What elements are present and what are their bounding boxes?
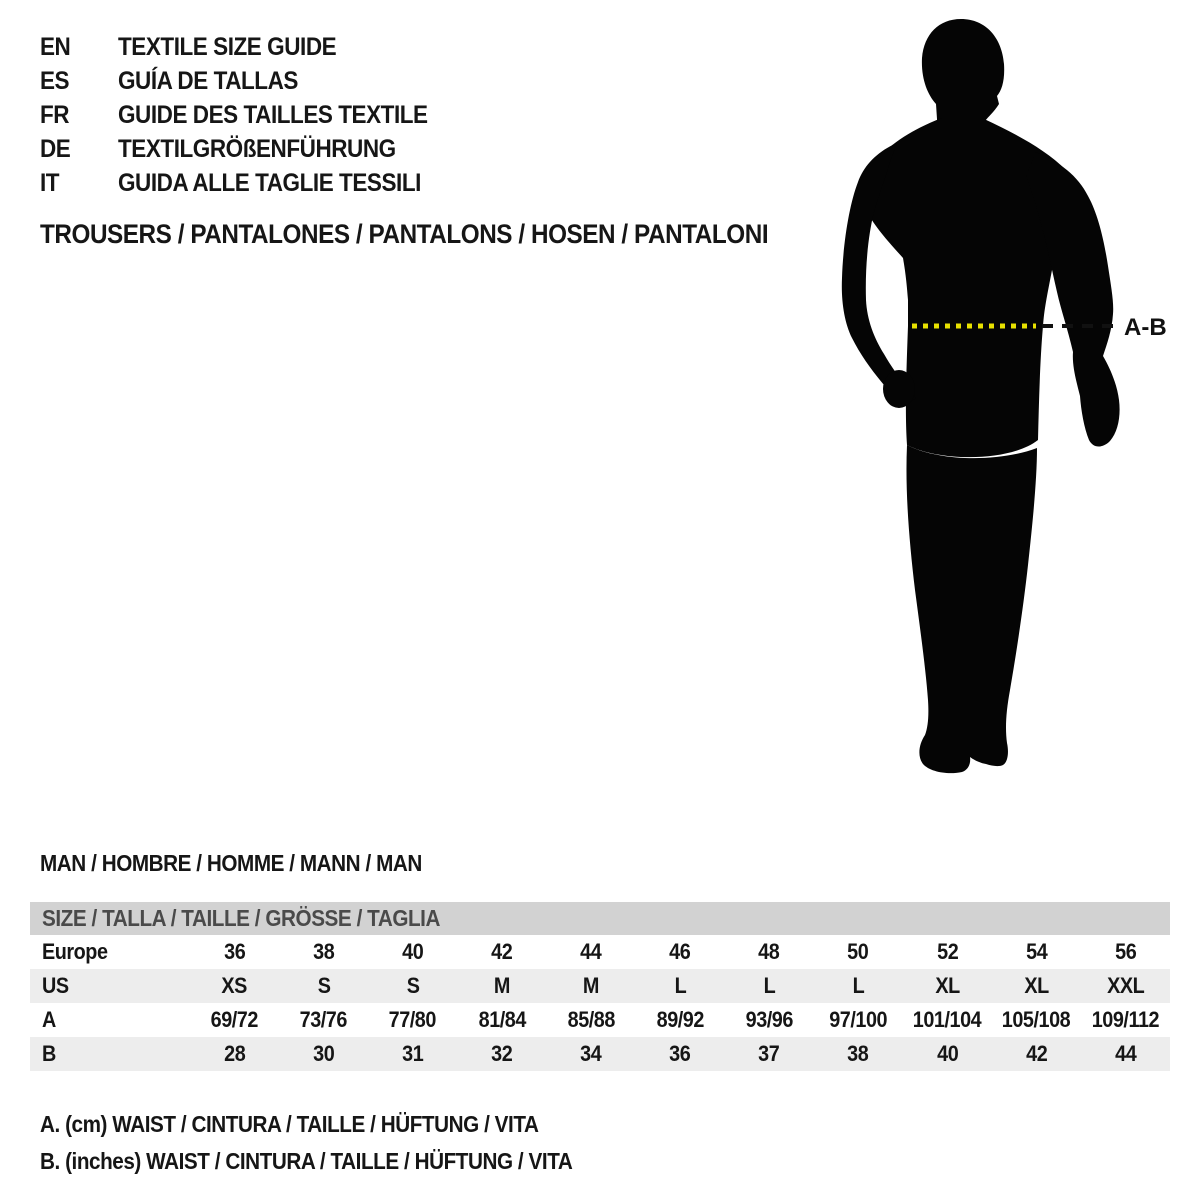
language-title: GUÍA DE TALLAS <box>118 66 298 95</box>
size-value: 48 <box>758 939 780 964</box>
size-value: 38 <box>313 939 335 964</box>
size-value: 40 <box>402 939 424 964</box>
language-row <box>40 64 462 98</box>
silhouette-left-fist <box>883 370 915 408</box>
size-value: XL <box>1024 973 1049 998</box>
size-value: 34 <box>580 1041 602 1066</box>
size-value: 89/92 <box>656 1007 704 1032</box>
size-value: 56 <box>1114 939 1137 964</box>
footnote-b: B. (inches) WAIST / CINTURA / TAILLE / HÜFTUNG / VITA <box>40 1148 573 1174</box>
silhouette-legs <box>906 445 1037 773</box>
size-value: M <box>582 973 599 998</box>
size-value: 42 <box>1025 1041 1047 1066</box>
size-value: 52 <box>936 939 958 964</box>
size-value: XS <box>221 973 248 998</box>
language-title: TEXTILGRÖßENFÜHRUNG <box>118 134 396 163</box>
row-label: US <box>42 973 69 998</box>
size-value: 93/96 <box>745 1007 793 1032</box>
size-value: 42 <box>491 939 513 964</box>
size-value: 77/80 <box>389 1007 437 1032</box>
section-title: MAN / HOMBRE / HOMME / MANN / MAN <box>40 850 422 876</box>
size-value: 101/104 <box>913 1007 982 1032</box>
size-value: S <box>406 973 420 998</box>
language-code: FR <box>40 100 70 129</box>
size-value: 38 <box>847 1041 869 1066</box>
size-value: 30 <box>313 1041 335 1066</box>
table-row-b-inches <box>30 1037 1170 1071</box>
size-value: 97/100 <box>829 1007 888 1032</box>
size-value: 69/72 <box>210 1007 259 1032</box>
size-value: 46 <box>669 939 691 964</box>
size-value: 36 <box>223 939 246 964</box>
size-value: 37 <box>758 1041 780 1066</box>
size-value: 85/88 <box>567 1007 615 1032</box>
garment-title: TROUSERS / PANTALONES / PANTALONS / HOSEN / PANTALONI <box>40 219 769 249</box>
language-title: GUIDA ALLE TAGLIE TESSILI <box>118 168 421 197</box>
language-title: TEXTILE SIZE GUIDE <box>118 32 337 61</box>
size-value: L <box>852 973 865 998</box>
size-value: 40 <box>936 1041 958 1066</box>
size-value: 105/108 <box>1002 1007 1071 1032</box>
size-value: 32 <box>491 1041 513 1066</box>
language-code: DE <box>40 134 71 163</box>
size-value: L <box>674 973 686 998</box>
size-value: 28 <box>223 1041 246 1066</box>
size-value: 54 <box>1025 939 1047 964</box>
size-value: XL <box>935 973 960 998</box>
size-value: 36 <box>669 1041 691 1066</box>
size-value: 31 <box>402 1041 424 1066</box>
row-label: B <box>42 1041 56 1066</box>
size-value: 44 <box>580 939 602 964</box>
language-row <box>40 166 462 200</box>
table-row-us <box>30 969 1170 1003</box>
silhouette-head <box>922 19 1004 134</box>
row-label: Europe <box>42 939 108 964</box>
language-code: IT <box>40 168 60 197</box>
man-silhouette <box>820 0 1200 800</box>
size-value: L <box>763 973 775 998</box>
size-value: 73/76 <box>299 1007 348 1032</box>
footnote-a: A. (cm) WAIST / CINTURA / TAILLE / HÜFTUNG / VITA <box>40 1111 539 1137</box>
size-value: 109/112 <box>1091 1007 1160 1032</box>
language-code: EN <box>40 32 71 61</box>
language-row <box>40 98 462 132</box>
language-row <box>40 132 462 166</box>
size-value: 44 <box>1114 1041 1137 1066</box>
table-row-europe <box>30 935 1170 969</box>
size-value: 50 <box>847 939 869 964</box>
table-row-a-cm <box>30 1003 1170 1037</box>
size-table <box>30 902 1170 1071</box>
table-header: SIZE / TALLA / TAILLE / GRÖSSE / TAGLIA <box>30 902 1170 935</box>
language-code: ES <box>40 66 70 95</box>
language-title: GUIDE DES TAILLES TEXTILE <box>118 100 428 129</box>
size-value: 81/84 <box>478 1007 526 1032</box>
size-value: M <box>493 973 510 998</box>
measure-label: A-B <box>1124 314 1167 341</box>
language-row <box>40 30 462 64</box>
row-label: A <box>42 1007 56 1032</box>
size-value: S <box>317 973 331 998</box>
language-list <box>40 30 462 200</box>
size-value: XXL <box>1106 973 1145 998</box>
footnotes <box>40 1106 632 1180</box>
